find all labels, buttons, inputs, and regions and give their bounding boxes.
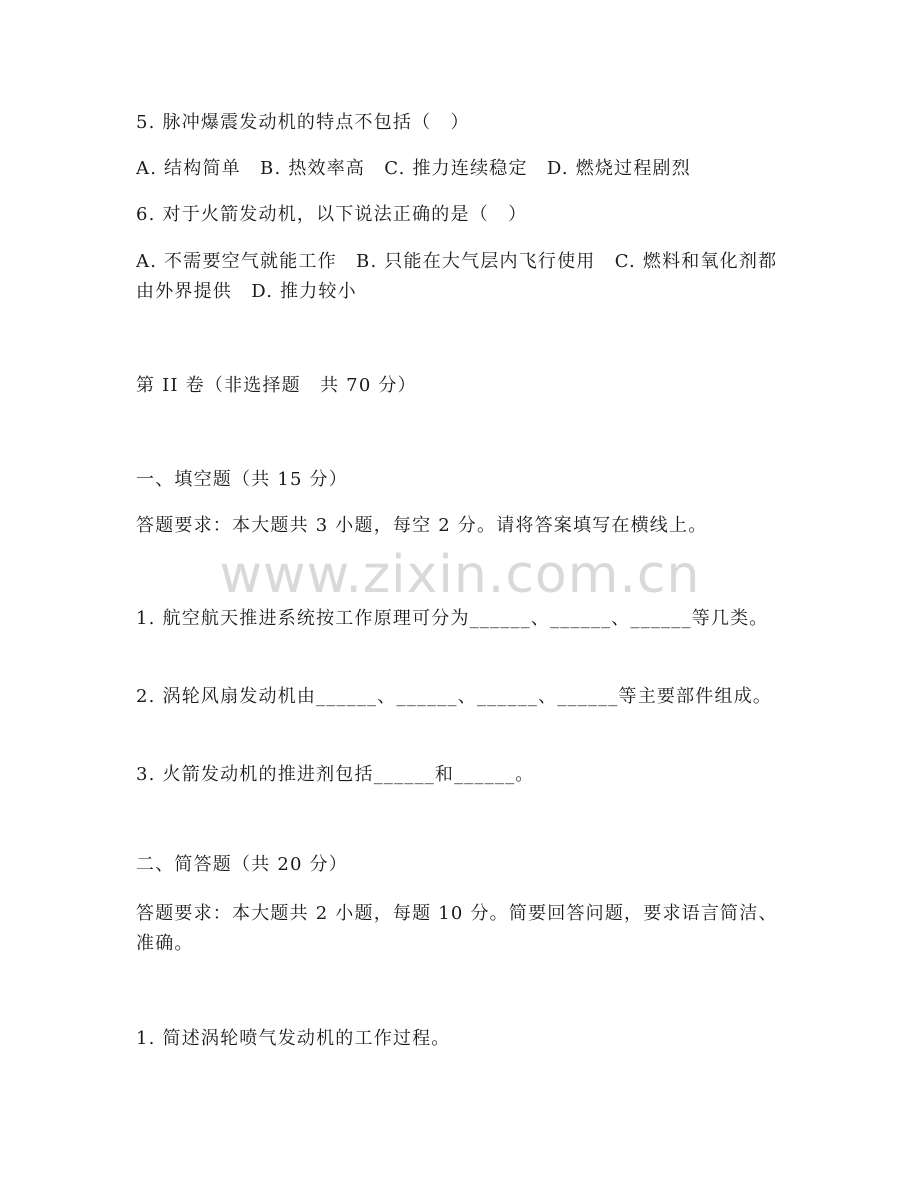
question-5: 5. 脉冲爆震发动机的特点不包括（ ） bbox=[136, 112, 470, 133]
fill-question-1: 1. 航空航天推进系统按工作原理可分为______、______、______等几类。 bbox=[136, 608, 769, 629]
question-6-options: A. 不需要空气就能工作 B. 只能在大气层内飞行使用 C. 燃料和氧化剂都由外界提供 D. 推力较小 bbox=[136, 251, 778, 302]
watermark: www.zixin.com.cn bbox=[219, 545, 701, 605]
part-2-title: 第 II 卷（非选择题 共 70 分） bbox=[136, 375, 417, 396]
question-5-options: A. 结构简单 B. 热效率高 C. 推力连续稳定 D. 燃烧过程剧烈 bbox=[136, 158, 691, 179]
section-2-requirements: 答题要求：本大题共 2 小题，每题 10 分。简要回答问题，要求语言简洁、准确。 bbox=[136, 903, 778, 954]
section-2-title: 二、简答题（共 20 分） bbox=[136, 854, 348, 875]
section-1-title: 一、填空题（共 15 分） bbox=[136, 469, 348, 490]
question-6: 6. 对于火箭发动机，以下说法正确的是（ ） bbox=[136, 204, 528, 225]
short-question-1: 1. 简述涡轮喷气发动机的工作过程。 bbox=[136, 1028, 451, 1049]
fill-question-3: 3. 火箭发动机的推进剂包括______和______。 bbox=[136, 764, 535, 785]
fill-question-2: 2. 涡轮风扇发动机由______、______、______、______等主要部件组成。 bbox=[136, 686, 773, 707]
section-1-requirements: 答题要求：本大题共 3 小题，每空 2 分。请将答案填写在横线上。 bbox=[136, 515, 708, 536]
